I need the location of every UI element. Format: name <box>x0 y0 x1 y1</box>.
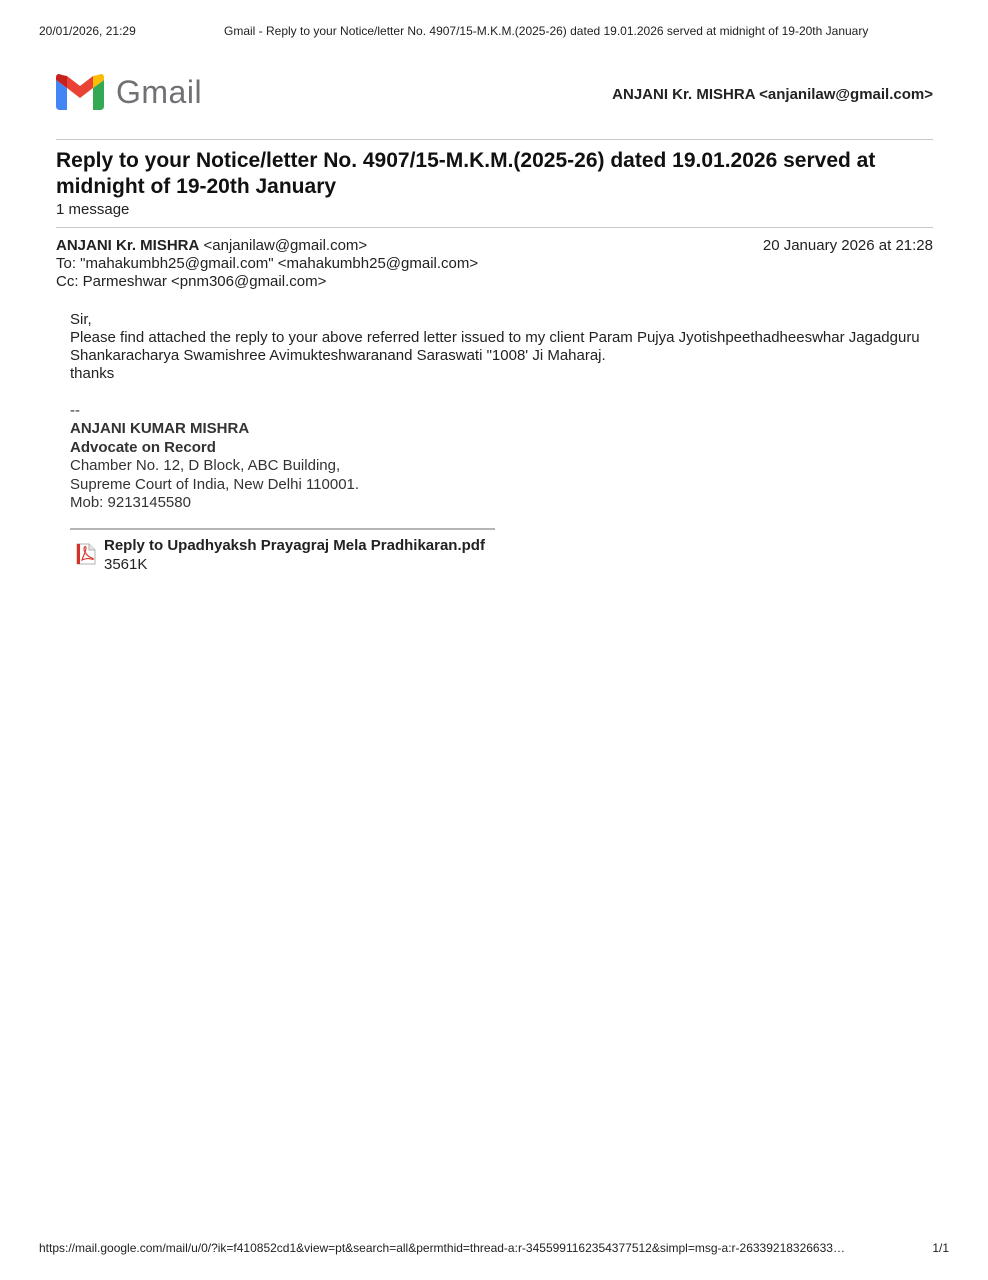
print-datetime: 20/01/2026, 21:29 <box>39 24 136 38</box>
thread-subject: Reply to your Notice/letter No. 4907/15-M.K.M.(2025-26) dated 19.01.2026 served at midnight of 19-20th January <box>56 149 876 198</box>
to-line: To: "mahakumbh25@gmail.com" <mahakumbh25@gmail.com> <box>56 255 479 272</box>
attachment[interactable] <box>76 537 576 577</box>
brand-row <box>56 72 933 116</box>
account-label: ANJANI Kr. MISHRA <anjanilaw@gmail.com> <box>612 86 933 103</box>
body-paragraph: Please find attached the reply to your above referred letter issued to my client Param Pujya Jyotishpeethadheeswhar Jagadguru Shankaracharya Swamishree Avimukteshwaranand Saraswati "1008' Ji Maharaj. <box>70 329 920 364</box>
signature-name: ANJANI KUMAR MISHRA <box>70 420 250 438</box>
body-salutation: Sir, <box>70 311 92 328</box>
pdf-file-icon <box>76 543 96 565</box>
attachment-size: 3561K <box>104 556 148 573</box>
print-page-title: Gmail - Reply to your Notice/letter No. 4907/15-M.K.M.(2025-26) dated 19.01.2026 served at midnight of 19-20th January <box>224 24 869 38</box>
gmail-wordmark: Gmail <box>116 74 203 110</box>
attachment-divider <box>70 528 495 530</box>
gmail-m-icon <box>56 74 104 110</box>
print-url: https://mail.google.com/mail/u/0/?ik=f410852cd1&view=pt&search=all&permthid=thread-a:r-3455991162354377512&simpl=msg-a:r-26339218326633… <box>39 1241 845 1255</box>
signature-address-line2: Supreme Court of India, New Delhi 110001. <box>70 475 360 493</box>
signature <box>70 402 359 512</box>
body-closing: thanks <box>70 365 115 382</box>
gmail-logo <box>56 72 206 112</box>
message-body <box>70 311 930 383</box>
sender-email: <anjanilaw@gmail.com> <box>203 237 368 254</box>
sender-name: ANJANI Kr. MISHRA <box>56 237 200 254</box>
cc-line: Cc: Parmeshwar <pnm306@gmail.com> <box>56 273 327 290</box>
signature-separator: -- <box>70 402 80 419</box>
signature-address-line1: Chamber No. 12, D Block, ABC Building, <box>70 457 341 475</box>
print-footer <box>39 1241 949 1257</box>
print-page-number: 1/1 <box>932 1241 949 1255</box>
header-divider <box>56 139 933 140</box>
subject-divider <box>56 227 933 228</box>
message-header <box>56 237 933 291</box>
print-header <box>39 24 918 40</box>
signature-mobile: Mob: 9213145580 <box>70 494 191 512</box>
attachment-filename[interactable]: Reply to Upadhyaksh Prayagraj Mela Pradhikaran.pdf <box>104 537 485 554</box>
message-count: 1 message <box>56 201 130 218</box>
message-date: 20 January 2026 at 21:28 <box>762 237 933 254</box>
signature-title: Advocate on Record <box>70 438 216 456</box>
